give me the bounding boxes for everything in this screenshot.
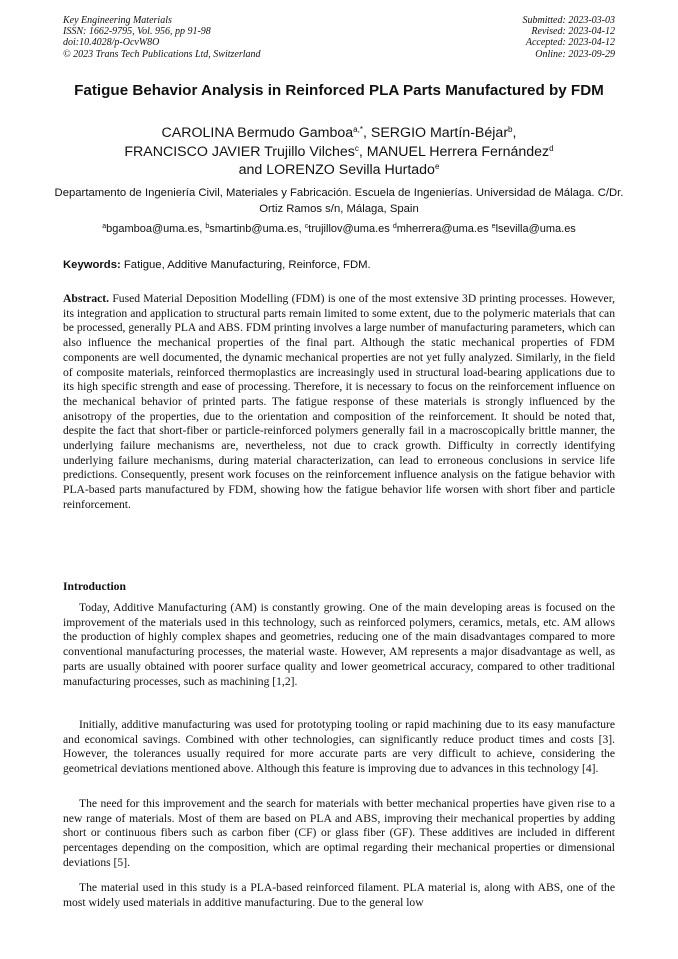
keywords-label: Keywords:	[63, 259, 121, 271]
intro-paragraph-2: Initially, additive manufacturing was used for prototyping tooling or rapid machining due to its easy manufacture and economical savings. Combined with other technologies, can significantly reduce product times and costs [3]. However, the tolerances usually required for more accurate parts are very difficult to achieve, considering the geometrical deviations mentioned above. Although this feature is improving due to advances in this technology [4].	[63, 718, 615, 776]
email-address: lsevilla@uma.es	[495, 223, 576, 235]
copyright-line: © 2023 Trans Tech Publications Ltd, Switzerland	[63, 48, 261, 60]
journal-info	[63, 15, 261, 60]
email-address: smartinb@uma.es	[209, 223, 299, 235]
email-address: mherrera@uma.es	[396, 223, 489, 235]
author-name: FRANCISCO JAVIER Trujillo Vilches	[124, 143, 355, 160]
author-mark: d	[549, 143, 554, 153]
publication-dates	[523, 15, 616, 60]
intro-paragraph-4: The material used in this study is a PLA-based reinforced filament. PLA material is, along with ABS, one of the most widely used materials in additive manufacturing. Due to the general low	[63, 881, 615, 909]
abstract	[63, 292, 615, 513]
keywords-text: Fatigue, Additive Manufacturing, Reinforce, FDM.	[120, 259, 371, 271]
author-name: SERGIO Martín-Béjar	[370, 125, 509, 141]
intro-paragraph-3: The need for this improvement and the search for materials with better mechanical properties have given rise to a new range of materials. Most of them are based on PLA and ABS, improving their mechanical properties by adding short or continuous fibers such as carbon fiber (CF) or glass fiber (GF). These additives are included in different percentages depending on the composition, which are optimal regarding their mechanical properties or dimensional deviations [5].	[63, 797, 615, 869]
accepted-date: Accepted: 2023-04-12	[525, 37, 615, 49]
revised-date: Revised: 2023-04-12	[531, 26, 615, 38]
author-name: MANUEL Herrera Fernández	[366, 143, 550, 160]
email-address: trujillov@uma.es	[308, 223, 390, 235]
keywords	[63, 258, 615, 272]
abstract-text: Fused Material Deposition Modelling (FDM) is one of the most extensive 3D printing processes. However, its integration and application to structural parts remain limited to some extent, due to the polymeric materials that can be processed, generally PLA and ABS. FDM printing involves a large number of manufacturing parameters, which can also influence the mechanical properties of the final part. Although the static mechanical properties of FDM components are well documented, the dynamic mechanical properties are not yet fully analyzed. Similarly, in the field of composite materials, reinforced thermoplastics are increasingly used in structural load-bearing applications due to its high specific strength and ease of processing. Therefore, it is necessary to focus on the reinforcement influence on the mechanical behavior of printed parts. The fatigue response of these materials is strongly influenced by the anisotropy of the properties, due to the orientation and composition of the reinforcement. It should be noted that, despite the fact that short-fiber or particle-reinforced polymers generally fail in a macroscopically brittle manner, the underlying failure mechanisms are, nevertheless, not due to crack growth. Difficulty in correctly identifying underlying failure mechanisms, during material characterization, can lead to erroneous conclusions in service life predictions. Consequently, present work focuses on the reinforcement influence analysis on the fatigue behavior with PLA-based parts manufactured by FDM, showing how the fatigue behavior life worsen with short fiber and particle reinforcement.	[63, 292, 615, 511]
author-mark: e	[434, 162, 440, 171]
online-date: Online: 2023-09-29	[535, 48, 615, 60]
author-mark: a,*	[353, 125, 363, 134]
intro-paragraph-1: Today, Additive Manufacturing (AM) is constantly growing. One of the main developing areas is focused on the improvement of the materials used in this technology, such as reinforced polymers, ceramics, metals, etc. AM allows the production of highly complex shapes and geometries, reducing one of the main disadvantages compared to more conventional manufacturing processes, the material waste. However, AM represents a major disadvantage as well, as parts are usually obtained with poorer surface quality and lower geometrical accuracy, compared to other traditional manufacturing processes, such as machining [1,2].	[63, 601, 615, 688]
abstract-label: Abstract.	[63, 292, 110, 305]
author-mark: c	[354, 143, 359, 153]
email-address: bgamboa@uma.es	[106, 223, 200, 235]
author-emails: $^a$bgamboa@uma.es, $^b$smartinb@uma.es, $^c$trujillov@uma.es $^d$mherrera@uma.es $^e$lsevilla@uma.es	[102, 223, 576, 235]
issn-line: ISSN: 1662-9795, Vol. 956, pp 91-98	[63, 26, 211, 38]
author-mark: b	[508, 125, 513, 134]
doi-line: doi:10.4028/p-OcvW8O	[63, 37, 160, 49]
paper-title: Fatigue Behavior Analysis in Reinforced PLA Parts Manufactured by FDM	[74, 82, 604, 99]
introduction-heading: Introduction	[63, 580, 126, 593]
author-name: LORENZO Sevilla Hurtado	[266, 162, 435, 178]
journal-name: Key Engineering Materials	[63, 15, 172, 26]
affiliation: Departamento de Ingeniería Civil, Materiales y Fabricación. Escuela de Ingenierías. Universidad de Málaga. C/Dr. Ortiz Ramos s/n, Málaga, Spain	[54, 187, 624, 215]
author-name: CAROLINA Bermudo Gamboa	[161, 125, 354, 141]
submitted-date: Submitted: 2023-03-03	[522, 15, 615, 26]
author-list: CAROLINA Bermudo Gamboa$^{a,*}$, SERGIO Martín-Béjar$^b$, FRANCISCO JAVIER Trujillo Vilches$^c$, MANUEL Herrera Fernández$^d$ and LORENZO Sevilla Hurtado$^e$	[124, 125, 554, 178]
